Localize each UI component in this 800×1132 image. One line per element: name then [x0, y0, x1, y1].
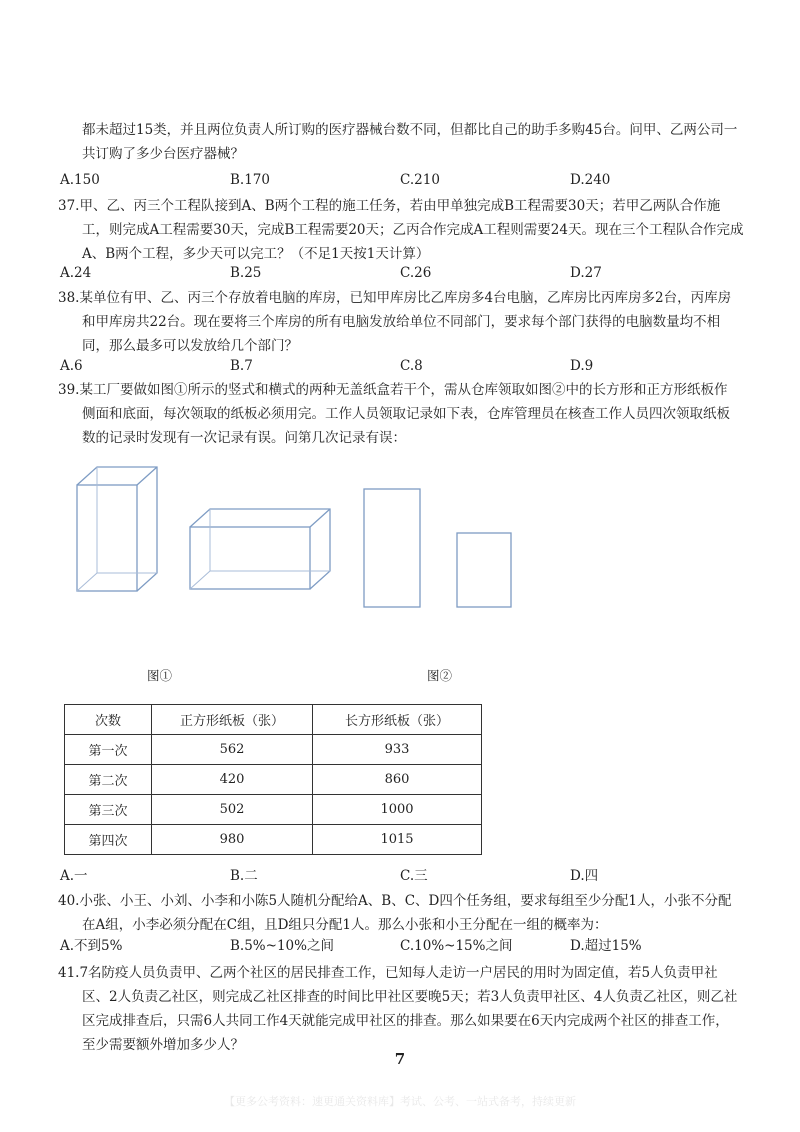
- table-cell: 933: [313, 735, 482, 765]
- q39-line-3: 数的记录时发现有一次记录有误。问第几次记录有误：: [82, 430, 406, 446]
- q41-line-2: 区、2人负责乙社区，则完成乙社区排查的时间比甲社区要晚5天；若3人负责甲社区、4人负责乙社区，则乙社: [82, 989, 738, 1005]
- table-cell: 1000: [313, 795, 482, 825]
- q39-option-c: C.三: [400, 868, 428, 884]
- record-table: [64, 704, 482, 855]
- q36-line-1: 都未超过15类，并且两位负责人所订购的医疗器械台数不同，但都比自己的助手多购45台。问甲、乙两公司一: [82, 122, 738, 138]
- q40-option-a: A.不到5%: [60, 938, 123, 954]
- q38-option-b: B.7: [230, 358, 253, 374]
- q37-line-2: 工，则完成A工程需要30天，完成B工程需要20天；乙丙合作完成A工程则需要24天。现在三个工程队合作完成: [82, 222, 744, 238]
- q39-options: [60, 866, 750, 886]
- q40-options: [60, 936, 750, 956]
- q38-option-a: A.6: [60, 358, 83, 374]
- table-cell: 502: [152, 795, 313, 825]
- q37-line-1: 37.甲、乙、丙三个工程队接到A、B两个工程的施工任务，若由甲单独完成B工程需要30天；若甲乙两队合作施: [58, 198, 721, 214]
- q38-option-d: D.9: [570, 358, 594, 374]
- q38-options: [60, 356, 750, 376]
- q36-option-b: B.170: [230, 172, 270, 188]
- table-cell: 第三次: [65, 795, 152, 825]
- table-row: [65, 735, 482, 765]
- header-square-sheets: 正方形纸板（张）: [152, 705, 313, 735]
- q39-option-a: A.一: [60, 868, 88, 884]
- q39-figure: [0, 455, 800, 655]
- q41-stem: [58, 961, 748, 1057]
- q37-line-3: A、B两个工程，多少天可以完工？（不足1天按1天计算）: [82, 246, 430, 262]
- table-cell: 860: [313, 765, 482, 795]
- q39-option-d: D.四: [570, 868, 599, 884]
- q37-option-c: C.26: [400, 265, 432, 281]
- header-rect-sheets: 长方形纸板（张）: [313, 705, 482, 735]
- q37-option-d: D.27: [570, 265, 602, 281]
- figure-1-label: 图①: [147, 668, 173, 683]
- table-header-row: [65, 705, 482, 735]
- table-cell: 第四次: [65, 825, 152, 855]
- header-count: 次数: [65, 705, 152, 735]
- q37-options: [60, 263, 750, 283]
- page-number: 7: [394, 1050, 406, 1068]
- q38-line-2: 和甲库房共22台。现在要将三个库房的所有电脑发放给单位不同部门，要求每个部门获得的电脑数量均不相: [82, 314, 721, 330]
- q39-line-1: 39.某工厂要做如图①所示的竖式和横式的两种无盖纸盒若干个，需从仓库领取如图②中的长方形和正方形纸板作: [58, 382, 728, 398]
- table-cell: 1015: [313, 825, 482, 855]
- q37-stem: [58, 194, 748, 266]
- vertical-box-figure: [77, 467, 157, 591]
- table-row: [65, 795, 482, 825]
- horizontal-box-figure: [190, 509, 330, 589]
- figure-2-label: 图②: [427, 668, 453, 683]
- q41-line-4: 至少需要额外增加多少人？: [82, 1037, 244, 1053]
- q36-option-d: D.240: [570, 172, 611, 188]
- q41-line-3: 区完成排查后，只需6人共同工作4天就能完成甲社区的排查。那么如果要在6天内完成两个社区的排查工作，: [82, 1013, 729, 1029]
- table-cell: 980: [152, 825, 313, 855]
- q37-option-b: B.25: [230, 265, 262, 281]
- q40-option-b: B.5%~10%之间: [230, 938, 334, 954]
- q36-options: [60, 170, 750, 190]
- q39-line-2: 侧面和底面，每次领取的纸板必须用完。工作人员领取记录如下表，仓库管理员在核查工作人员四次领取纸板: [82, 406, 730, 422]
- rectangle-sheet-figure: [364, 489, 420, 607]
- table-cell: 第一次: [65, 735, 152, 765]
- table-row: [65, 765, 482, 795]
- q41-line-1: 41.7名防疫人员负责甲、乙两个社区的居民排查工作，已知每人走访一户居民的用时为固定值，若5人负责甲社: [58, 965, 718, 981]
- q38-line-3: 同，那么最多可以发放给几个部门？: [82, 338, 298, 354]
- q40-line-1: 40.小张、小王、小刘、小李和小陈5人随机分配给A、B、C、D四个任务组，要求每组至少分配1人，小张不分配: [58, 893, 732, 909]
- q36-line-2: 共订购了多少台医疗器械？: [82, 146, 244, 162]
- table-cell: 562: [152, 735, 313, 765]
- q38-line-1: 38.某单位有甲、乙、丙三个存放着电脑的库房，已知甲库房比乙库房多4台电脑，乙库房比丙库房多2台，丙库房: [58, 290, 732, 306]
- q40-line-2: 在A组，小李必须分配在C组，且D组只分配1人。那么小张和小王分配在一组的概率为：: [82, 917, 608, 933]
- q38-stem: [58, 286, 748, 358]
- footer-watermark: 【更多公考资料：速更通关资料库】考试、公考、一站式备考，持续更新: [224, 1095, 576, 1108]
- q38-option-c: C.8: [400, 358, 423, 374]
- q40-stem: [58, 889, 748, 937]
- q40-option-d: D.超过15%: [570, 938, 642, 954]
- q39-stem: [58, 378, 748, 450]
- q36-option-a: A.150: [60, 172, 100, 188]
- square-sheet-figure: [457, 533, 511, 607]
- table-cell: 第二次: [65, 765, 152, 795]
- q37-option-a: A.24: [60, 265, 92, 281]
- q39-option-b: B.二: [230, 868, 258, 884]
- q40-option-c: C.10%~15%之间: [400, 938, 513, 954]
- table-row: [65, 825, 482, 855]
- q36-option-c: C.210: [400, 172, 440, 188]
- table-cell: 420: [152, 765, 313, 795]
- q36-stem: [58, 118, 748, 166]
